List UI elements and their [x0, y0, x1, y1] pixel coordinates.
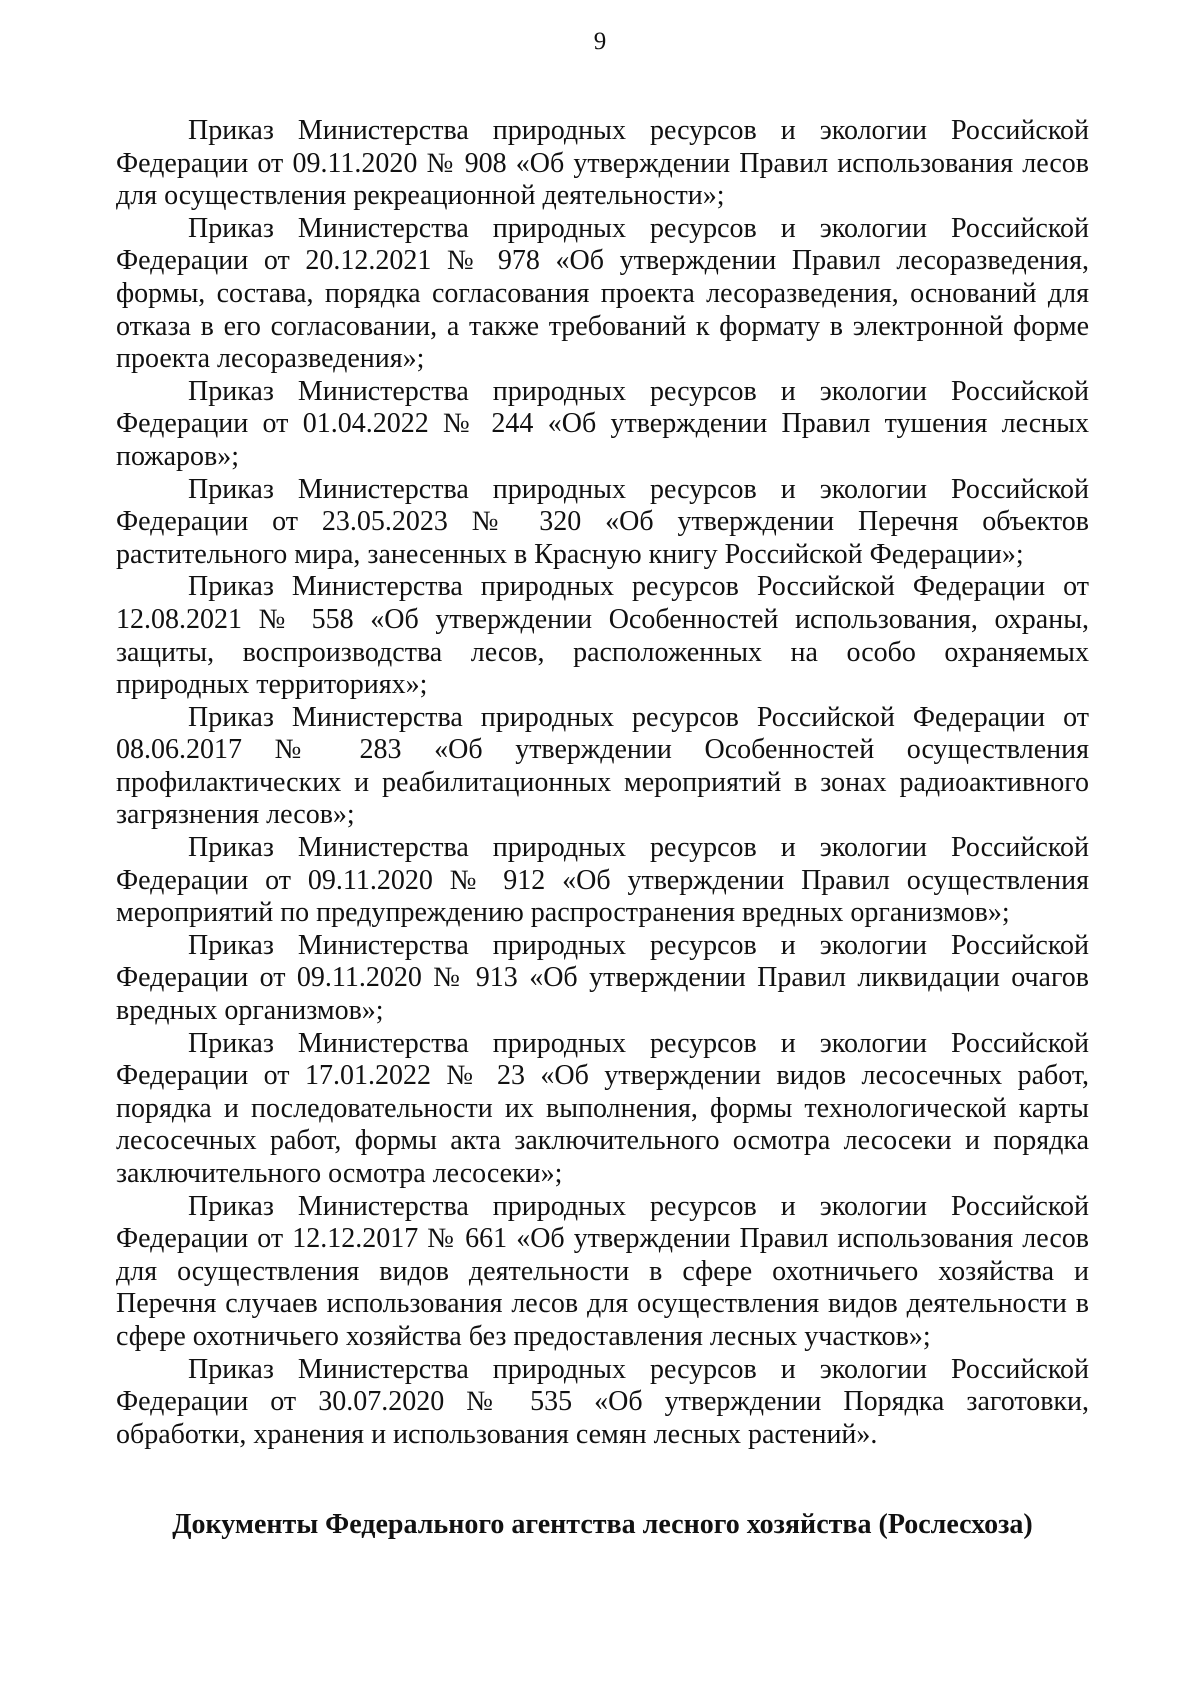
order-paragraph-3: Приказ Министерства природных ресурсов и экологии Российской Федерации от 01.04.2022 № 244 «Об утверждении Правил тушения лесных пожаров»; — [116, 375, 1089, 472]
order-paragraph-2: Приказ Министерства природных ресурсов и экологии Российской Федерации от 20.12.2021 № 978 «Об утверждении Правил лесоразведения, формы, состава, порядка согласования проекта лесоразведения, оснований для отказа в его согласовании, а также требований к формату в электронной форме проекта лесоразведения»; — [116, 212, 1089, 375]
section-heading: Документы Федерального агентства лесного хозяйства (Рослесхоза) — [172, 1509, 1033, 1540]
order-paragraph-8: Приказ Министерства природных ресурсов и экологии Российской Федерации от 09.11.2020 № 913 «Об утверждении Правил ликвидации очагов вредных организмов»; — [116, 929, 1089, 1027]
document-body — [116, 115, 1089, 1451]
order-paragraph-5: Приказ Министерства природных ресурсов Российской Федерации от 12.08.2021 № 558 «Об утверждении Особенностей использования, охраны, защиты, воспроизводства лесов, расположенных на особо охраняемых природных территориях»; — [116, 571, 1089, 701]
order-paragraph-10: Приказ Министерства природных ресурсов и экологии Российской Федерации от 12.12.2017 № 661 «Об утверждении Правил использования лесов для осуществления видов деятельности в сфере охотничьего хозяйства и Перечня случаев использования лесов для осуществления видов деятельности в сфере охотничьего хозяйства без предоставления лесных участков»; — [116, 1190, 1089, 1352]
order-paragraph-1: Приказ Министерства природных ресурсов и экологии Российской Федерации от 09.11.2020 № 908 «Об утверждении Правил использования лесов для осуществления рекреационной деятельности»; — [116, 115, 1089, 212]
order-paragraph-9: Приказ Министерства природных ресурсов и экологии Российской Федерации от 17.01.2022 № 23 «Об утверждении видов лесосечных работ, порядка и последовательности их выполнения, формы технологической карты лесосечных работ, формы акта заключительного осмотра лесосеки и порядка заключительного осмотра лесосеки»; — [116, 1027, 1089, 1189]
page-number: 9 — [593, 28, 607, 55]
order-paragraph-7: Приказ Министерства природных ресурсов и экологии Российской Федерации от 09.11.2020 № 912 «Об утверждении Правил осуществления мероприятий по предупреждению распространения вредных организмов»; — [116, 832, 1089, 929]
order-paragraph-11: Приказ Министерства природных ресурсов и экологии Российской Федерации от 30.07.2020 № 535 «Об утверждении Порядка заготовки, обработки, хранения и использования семян лесных растений». — [116, 1353, 1089, 1450]
order-paragraph-4: Приказ Министерства природных ресурсов и экологии Российской Федерации от 23.05.2023 № 320 «Об утверждении Перечня объектов растительного мира, занесенных в Красную книгу Российской Федерации»; — [116, 473, 1089, 570]
order-paragraph-6: Приказ Министерства природных ресурсов Российской Федерации от 08.06.2017 № 283 «Об утверждении Особенностей осуществления профилактических и реабилитационных мероприятий в зонах радиоактивного загрязнения лесов»; — [116, 701, 1089, 831]
